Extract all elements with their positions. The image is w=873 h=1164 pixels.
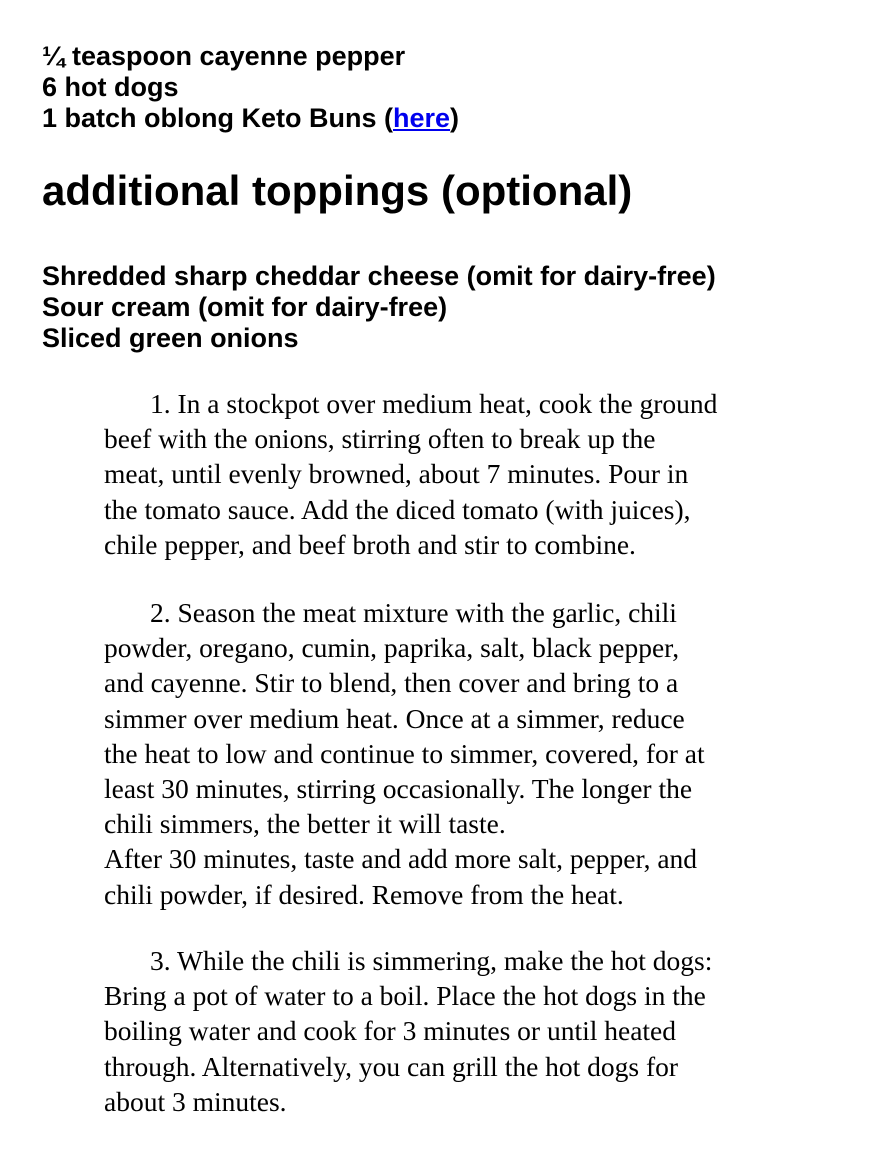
topping-item: Shredded sharp cheddar cheese (omit for dairy-free) <box>42 261 716 291</box>
step-line: through. Alternatively, you can grill the hot dogs for <box>104 1050 679 1082</box>
ingredient-hot-dogs: 6 hot dogs <box>42 72 179 102</box>
instruction-step-3 <box>104 943 834 1119</box>
step-line: 2. Season the meat mixture with the garlic, chili <box>150 597 677 628</box>
step-line: chili simmers, the better it will taste. <box>104 808 506 840</box>
step-line: beef with the onions, stirring often to break up the <box>104 423 656 455</box>
ingredient-buns <box>42 103 842 134</box>
step-line: Bring a pot of water to a boil. Place the hot dogs in the <box>104 980 706 1012</box>
ingredient-buns-close: ) <box>450 103 460 133</box>
step-line: 3. While the chili is simmering, make the hot dogs: <box>150 945 713 976</box>
keto-buns-link[interactable]: here <box>393 103 451 133</box>
step-line: simmer over medium heat. Once at a simmer, reduce <box>104 702 685 734</box>
ingredient-cayenne: ¼ teaspoon cayenne pepper <box>42 41 406 71</box>
step-line: the heat to low and continue to simmer, covered, for at <box>104 737 705 769</box>
step-line: After 30 minutes, taste and add more salt, pepper, and <box>104 843 698 875</box>
toppings-list <box>42 261 862 354</box>
step-line: meat, until evenly browned, about 7 minutes. Pour in <box>104 458 689 490</box>
ingredient-list <box>42 41 842 134</box>
step-line: the tomato sauce. Add the diced tomato (with juices), <box>104 493 691 525</box>
topping-item: Sour cream (omit for dairy-free) <box>42 292 448 322</box>
toppings-heading: additional toppings (optional) <box>42 167 633 214</box>
instruction-step-1 <box>104 386 834 562</box>
step-line: 1. In a stockpot over medium heat, cook the ground <box>150 388 718 419</box>
step-line: powder, oregano, cumin, paprika, salt, black pepper, <box>104 632 680 664</box>
step-line: about 3 minutes. <box>104 1085 287 1117</box>
instruction-step-2 <box>104 595 834 912</box>
topping-item: Sliced green onions <box>42 323 299 353</box>
step-line: and cayenne. Stir to blend, then cover and bring to a <box>104 667 679 699</box>
step-line: boiling water and cook for 3 minutes or until heated <box>104 1015 677 1047</box>
ingredient-buns-label: 1 batch oblong Keto Buns ( <box>42 103 393 133</box>
step-line: least 30 minutes, stirring occasionally. The longer the <box>104 773 693 805</box>
step-line: chile pepper, and beef broth and stir to combine. <box>104 528 636 560</box>
step-line: chili powder, if desired. Remove from the heat. <box>104 878 624 910</box>
